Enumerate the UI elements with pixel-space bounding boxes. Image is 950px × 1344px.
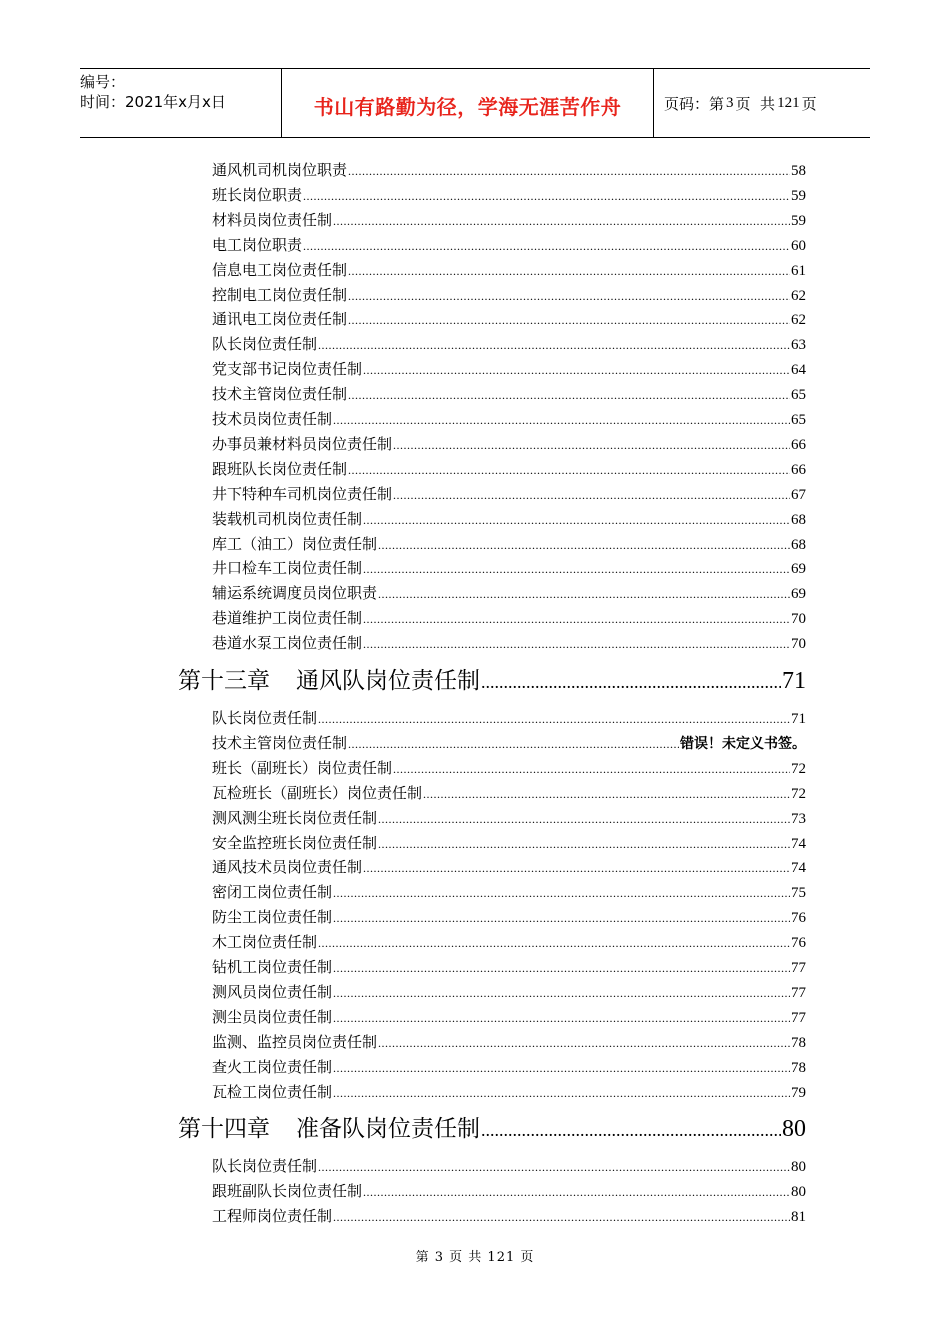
- toc-leader-dots: [348, 259, 790, 283]
- toc-entry-page: 72: [791, 786, 806, 802]
- toc-entry-label: 办事员兼材料员岗位责任制: [212, 435, 393, 453]
- toc-leader-dots: [378, 832, 790, 856]
- toc-entry-label: 瓦检工岗位责任制: [212, 1083, 333, 1101]
- toc-entry[interactable]: [212, 357, 806, 381]
- header-meta: [80, 69, 282, 137]
- toc-leader-dots: [318, 1155, 790, 1179]
- toc-entry-label: 通风机司机岗位职责: [212, 161, 348, 179]
- toc-entry[interactable]: [212, 706, 806, 730]
- toc-entry-page: 78: [791, 1035, 806, 1051]
- toc-entry[interactable]: [212, 532, 806, 556]
- toc-entry-label: 钻机工岗位责任制: [212, 958, 333, 976]
- toc-entry-page: 77: [791, 985, 806, 1001]
- toc-entry-label: 技术主管岗位责任制: [212, 734, 348, 752]
- toc-leader-dots: [333, 906, 790, 930]
- motto: 书山有路勤为径，学海无涯苦作舟: [313, 94, 622, 119]
- toc-entry-page: 67: [791, 487, 806, 503]
- toc-entry[interactable]: [212, 1154, 806, 1178]
- toc-chapter-page: 71: [782, 668, 806, 694]
- toc-entry-page: 68: [791, 512, 806, 528]
- toc-entry-label: 队长岗位责任制: [212, 1157, 318, 1175]
- toc-leader-dots: [348, 458, 790, 482]
- toc-leader-dots: [378, 582, 790, 606]
- toc-leader-dots: [333, 209, 790, 233]
- toc-entry[interactable]: [212, 307, 806, 331]
- toc-entry-page: 81: [791, 1209, 806, 1225]
- toc-leader-dots: [333, 1006, 790, 1030]
- toc-entry-page: 64: [791, 362, 806, 378]
- toc-leader-dots: [348, 383, 790, 407]
- toc-leader-dots: [363, 557, 790, 581]
- toc-entry[interactable]: [212, 432, 806, 456]
- toc-chapter-page: 80: [782, 1116, 806, 1142]
- toc-entry[interactable]: [212, 980, 806, 1004]
- toc-leader-dots: [393, 757, 790, 781]
- toc-leader-dots: [333, 1205, 790, 1229]
- toc-entry-label: 控制电工岗位责任制: [212, 286, 348, 304]
- toc-leader-dots: [348, 159, 790, 183]
- toc-leader-dots: [333, 1081, 790, 1105]
- toc-entry[interactable]: [212, 880, 806, 904]
- toc-entry-label: 队长岗位责任制: [212, 335, 318, 353]
- toc-entry[interactable]: [212, 1005, 806, 1029]
- toc-entry-page: 69: [791, 586, 806, 602]
- toc-entry-page: 76: [791, 910, 806, 926]
- toc-leader-dots: [333, 1056, 790, 1080]
- toc-leader-dots: [481, 665, 781, 699]
- page-total: 121: [777, 94, 800, 111]
- toc-leader-dots: [363, 632, 790, 656]
- toc-entry[interactable]: [212, 581, 806, 605]
- toc-entry-page: 60: [791, 238, 806, 254]
- toc-leader-dots: [378, 533, 790, 557]
- toc-leader-dots: [363, 607, 790, 631]
- header-page-info: [654, 69, 870, 137]
- toc-entry-page: 70: [791, 636, 806, 652]
- toc-entry[interactable]: [212, 1080, 806, 1104]
- toc-entry-page: 62: [791, 312, 806, 328]
- toc-leader-dots: [348, 732, 679, 756]
- toc-entry-label: 党支部书记岗位责任制: [212, 360, 363, 378]
- page-suffix: 页: [801, 94, 817, 113]
- toc-entry-label: 装载机司机岗位责任制: [212, 510, 363, 528]
- toc-entry-label: 通讯电工岗位责任制: [212, 310, 348, 328]
- toc-entry-label: 班长岗位职责: [212, 186, 303, 204]
- toc-entry-label: 查火工岗位责任制: [212, 1058, 333, 1076]
- toc-entry-label: 防尘工岗位责任制: [212, 908, 333, 926]
- toc-entry-page: 77: [791, 960, 806, 976]
- toc-entry-page: 65: [791, 387, 806, 403]
- toc-chapter[interactable]: [178, 664, 806, 698]
- toc-leader-dots: [348, 284, 790, 308]
- toc-entry-page: 80: [791, 1159, 806, 1175]
- toc-entry-label: 密闭工岗位责任制: [212, 883, 333, 901]
- toc-entry[interactable]: [212, 208, 806, 232]
- toc-entry[interactable]: [212, 781, 806, 805]
- time-label: 时间：2021年x月x日: [80, 93, 226, 111]
- toc-leader-dots: [378, 807, 790, 831]
- toc-entry-label: 信息电工岗位责任制: [212, 261, 348, 279]
- toc-leader-dots: [303, 234, 790, 258]
- toc-entry[interactable]: [212, 407, 806, 431]
- toc-entry-page: 77: [791, 1010, 806, 1026]
- toc-entry-label: 跟班队长岗位责任制: [212, 460, 348, 478]
- code-label: 编号：: [80, 73, 126, 91]
- toc-entry-page: 78: [791, 1060, 806, 1076]
- toc-entry-label: 队长岗位责任制: [212, 709, 318, 727]
- toc-leader-dots: [318, 931, 790, 955]
- toc-leader-dots: [333, 981, 790, 1005]
- page-current: 3: [726, 94, 734, 111]
- toc-entry[interactable]: [212, 606, 806, 630]
- page-footer: 第 3 页 共 121 页: [415, 1250, 535, 1265]
- toc-entry[interactable]: [212, 1055, 806, 1079]
- header-motto-cell: [282, 69, 654, 137]
- toc-entry-label: 班长（副班长）岗位责任制: [212, 759, 393, 777]
- toc-entry-page: 68: [791, 537, 806, 553]
- toc-entry-label: 安全监控班长岗位责任制: [212, 834, 378, 852]
- toc-chapter-number: 第十四章: [178, 1116, 270, 1142]
- toc-leader-dots: [348, 308, 790, 332]
- toc-leader-dots: [318, 333, 790, 357]
- toc-entry-page: 72: [791, 761, 806, 777]
- toc-entry-page: 63: [791, 337, 806, 353]
- toc-entry-page: 74: [791, 860, 806, 876]
- toc-entry-label: 测风测尘班长岗位责任制: [212, 809, 378, 827]
- toc-entry[interactable]: [212, 855, 806, 879]
- toc-entry[interactable]: [212, 731, 806, 755]
- toc-entry-label: 电工岗位职责: [212, 236, 303, 254]
- toc-chapter-title: 通风队岗位责任制: [296, 668, 480, 694]
- toc-entry[interactable]: [212, 905, 806, 929]
- toc-entry-label: 巷道维护工岗位责任制: [212, 609, 363, 627]
- toc-entry[interactable]: [212, 283, 806, 307]
- toc-leader-dots: [378, 1031, 790, 1055]
- toc-entry[interactable]: [212, 507, 806, 531]
- toc-entry[interactable]: [212, 756, 806, 780]
- toc-entry-page: 74: [791, 836, 806, 852]
- toc-leader-dots: [318, 707, 790, 731]
- toc-leader-dots: [393, 433, 790, 457]
- toc-entry-page: 73: [791, 811, 806, 827]
- toc-entry[interactable]: [212, 183, 806, 207]
- toc-entry-page: 70: [791, 611, 806, 627]
- toc-leader-dots: [363, 508, 790, 532]
- toc-entry[interactable]: [212, 930, 806, 954]
- toc-leader-dots: [363, 856, 790, 880]
- toc-leader-dots: [333, 408, 790, 432]
- toc-entry-label: 材料员岗位责任制: [212, 211, 333, 229]
- toc-entry[interactable]: [212, 332, 806, 356]
- toc-entry[interactable]: [212, 806, 806, 830]
- toc-leader-dots: [423, 782, 790, 806]
- toc-entry[interactable]: [212, 482, 806, 506]
- toc-entry-label: 测风员岗位责任制: [212, 983, 333, 1001]
- page-prefix: 页码：第: [664, 94, 725, 113]
- toc-leader-dots: [303, 184, 790, 208]
- page-mid: 页 共: [735, 94, 776, 113]
- page-header: [80, 68, 870, 138]
- toc-entry-page: 65: [791, 412, 806, 428]
- toc-leader-dots: [363, 1180, 790, 1204]
- toc-entry[interactable]: [212, 258, 806, 282]
- toc-entry-label: 巷道水泵工岗位责任制: [212, 634, 363, 652]
- toc-entry-page: 59: [791, 188, 806, 204]
- toc-leader-dots: [393, 483, 790, 507]
- toc-entry[interactable]: [212, 158, 806, 182]
- toc-chapter-title: 准备队岗位责任制: [296, 1116, 480, 1142]
- toc-entry-label: 辅运系统调度员岗位职责: [212, 584, 378, 602]
- toc-entry[interactable]: [212, 1030, 806, 1054]
- toc-entry-label: 井口检车工岗位责任制: [212, 559, 363, 577]
- toc-entry-page: 69: [791, 561, 806, 577]
- toc-entry-page: 76: [791, 935, 806, 951]
- toc-entry[interactable]: [212, 556, 806, 580]
- toc-entry-page: 59: [791, 213, 806, 229]
- toc-entry-page: 80: [791, 1184, 806, 1200]
- toc-entry-page: 66: [791, 462, 806, 478]
- toc-entry[interactable]: [212, 831, 806, 855]
- toc-leader-dots: [333, 956, 790, 980]
- toc-entry[interactable]: [212, 1204, 806, 1228]
- toc-entry-page: 58: [791, 163, 806, 179]
- toc-entry-page: 62: [791, 288, 806, 304]
- toc-entry-label: 工程师岗位责任制: [212, 1207, 333, 1225]
- toc-entry[interactable]: [212, 382, 806, 406]
- toc-leader-dots: [363, 358, 790, 382]
- toc-chapter-number: 第十三章: [178, 668, 270, 694]
- toc-entry[interactable]: [212, 955, 806, 979]
- toc-entry-label: 监测、监控员岗位责任制: [212, 1033, 378, 1051]
- toc-entry-page: 71: [791, 711, 806, 727]
- toc-entry[interactable]: [212, 457, 806, 481]
- toc-leader-dots: [333, 881, 790, 905]
- toc-entry-label: 技术员岗位责任制: [212, 410, 333, 428]
- toc-entry-page: 75: [791, 885, 806, 901]
- toc-entry-label: 木工岗位责任制: [212, 933, 318, 951]
- toc-leader-dots: [481, 1113, 781, 1147]
- toc-entry-label: 技术主管岗位责任制: [212, 385, 348, 403]
- toc-entry-label: 测尘员岗位责任制: [212, 1008, 333, 1026]
- toc-chapter[interactable]: [178, 1112, 806, 1146]
- toc-entry[interactable]: [212, 233, 806, 257]
- toc-entry-label: 库工（油工）岗位责任制: [212, 535, 378, 553]
- toc-entry[interactable]: [212, 631, 806, 655]
- toc-entry-label: 瓦检班长（副班长）岗位责任制: [212, 784, 423, 802]
- toc-entry-page: 79: [791, 1085, 806, 1101]
- toc-entry-page: 错误！未定义书签。: [680, 736, 806, 752]
- toc-entry-page: 61: [791, 263, 806, 279]
- toc-entry-label: 跟班副队长岗位责任制: [212, 1182, 363, 1200]
- toc-entry-page: 66: [791, 437, 806, 453]
- toc-entry[interactable]: [212, 1179, 806, 1203]
- toc-entry-label: 通风技术员岗位责任制: [212, 858, 363, 876]
- toc-entry-label: 井下特种车司机岗位责任制: [212, 485, 393, 503]
